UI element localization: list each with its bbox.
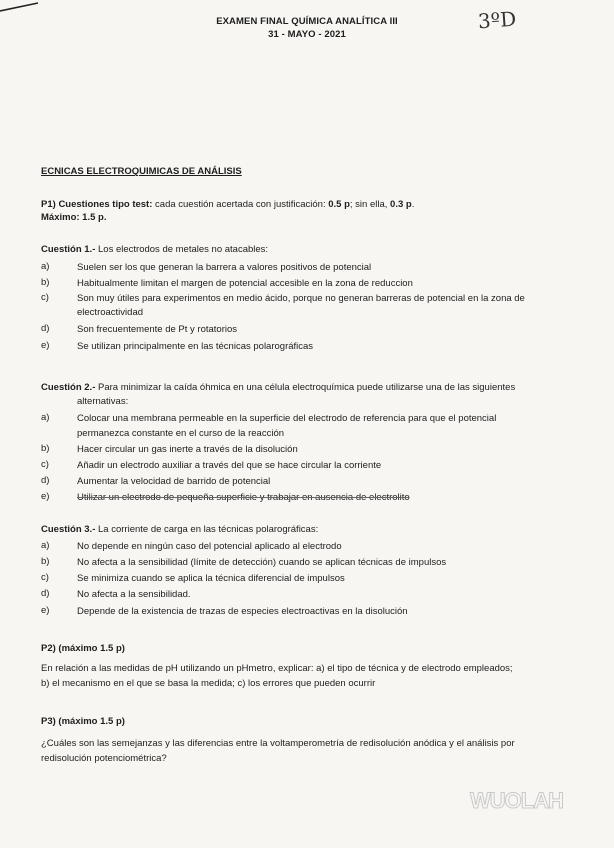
q3-option-e-text: Depende de la existencia de trazas de especies electroactivas en la disolución <box>77 606 408 617</box>
p2-line-1: En relación a las medidas de pH utilizando un pHmetro, explicar: a) el tipo de técnica y de electrodo empleados; <box>41 663 513 674</box>
p1-max-score: Máximo: 1.5 p. <box>41 212 107 223</box>
p2-title: P2) (máximo 1.5 p) <box>41 643 125 654</box>
q3-option-e-letter: e) <box>41 605 50 616</box>
p3-line-1: ¿Cuáles son las semejanzas y las diferencias entre la voltamperometría de redisolución anódica y el análisis por <box>41 738 515 749</box>
q1-option-a-letter: a) <box>41 261 50 272</box>
q1-option-c-letter: c) <box>41 292 49 303</box>
q1-option-b-text: Habitualmente limitan el margen de potencial accesible en la zona de reduccion <box>77 278 413 289</box>
q3-option-d-letter: d) <box>41 588 50 599</box>
q2-option-d-text: Aumentar la velocidad de barrido de potencial <box>77 476 271 487</box>
exam-date: 31 - MAYO - 2021 <box>268 29 346 40</box>
pen-stroke-mark <box>0 0 60 14</box>
q3-option-a-letter: a) <box>41 540 50 551</box>
q3-option-d-text: No afecta a la sensibilidad. <box>77 589 191 600</box>
q2-option-d-letter: d) <box>41 475 50 486</box>
handwritten-group-note: 3ºD <box>477 6 517 34</box>
section-title: ECNICAS ELECTROQUIMICAS DE ANÁLISIS <box>41 166 242 177</box>
q1-option-e-letter: e) <box>41 340 50 351</box>
q3-option-b-letter: b) <box>41 556 50 567</box>
q2-option-c-text: Añadir un electrodo auxiliar a través del que se hace circular la corriente <box>77 460 382 471</box>
q1-option-d-letter: d) <box>41 323 50 334</box>
q1-option-c-text: Son muy útiles para experimentos en medio ácido, porque no generan barreras de potencial en la zona de <box>77 293 525 304</box>
q2-option-a-text-cont: permanezca constante en el curso de la reacción <box>77 428 285 439</box>
p3-title: P3) (máximo 1.5 p) <box>41 716 125 727</box>
question-3-title: Cuestión 3.- La corriente de carga en las técnicas polarográficas: <box>41 524 319 535</box>
question-2-title: Cuestión 2.- Para minimizar la caída óhmica en una célula electroquímica puede utilizarse una de las siguientes <box>41 382 516 393</box>
q2-option-b-text: Hacer circular un gas inerte a través de la disolución <box>77 444 298 455</box>
q1-option-a-text: Suelen ser los que generan la barrera a valores positivos de potencial <box>77 262 372 273</box>
q2-option-b-letter: b) <box>41 443 50 454</box>
q2-option-e-letter: e) <box>41 491 50 502</box>
q1-option-c-text-cont: electroactividad <box>77 307 144 318</box>
p1-instructions: P1) Cuestiones tipo test: cada cuestión acertada con justificación: 0.5 p; sin ella, 0.3 p. <box>41 199 415 210</box>
q3-option-b-text: No afecta a la sensibilidad (límite de detección) cuando se aplican técnicas de impulsos <box>77 557 447 568</box>
question-2-title-cont: alternativas: <box>77 396 129 407</box>
q2-option-c-letter: c) <box>41 459 49 470</box>
q3-option-a-text: No depende en ningún caso del potencial aplicado al electrodo <box>77 541 342 552</box>
p2-line-2: b) el mecanismo en el que se basa la medida; c) los errores que pueden ocurrir <box>41 678 376 689</box>
q1-option-b-letter: b) <box>41 277 50 288</box>
q1-option-d-text: Son frecuentemente de Pt y rotatorios <box>77 324 238 335</box>
question-1-title: Cuestión 1.- Los electrodos de metales no atacables: <box>41 244 269 255</box>
p3-line-2: redisolución potenciométrica? <box>41 753 167 764</box>
q3-option-c-text: Se minimiza cuando se aplica la técnica diferencial de impulsos <box>77 573 345 584</box>
q3-option-c-letter: c) <box>41 572 49 583</box>
q2-option-a-text: Colocar una membrana permeable en la superficie del electrodo de referencia para que el potencial <box>77 413 497 424</box>
exam-title: EXAMEN FINAL QUÍMICA ANALÍTICA III <box>216 16 398 27</box>
q1-option-e-text: Se utilizan principalmente en las técnicas polarográficas <box>77 341 314 352</box>
wuolah-watermark: WUOLAH <box>470 788 563 813</box>
q2-option-a-letter: a) <box>41 412 50 423</box>
q2-option-e-text: Utilizar un electrodo de pequeña superficie y trabajar en ausencia de electrolito <box>77 492 410 503</box>
